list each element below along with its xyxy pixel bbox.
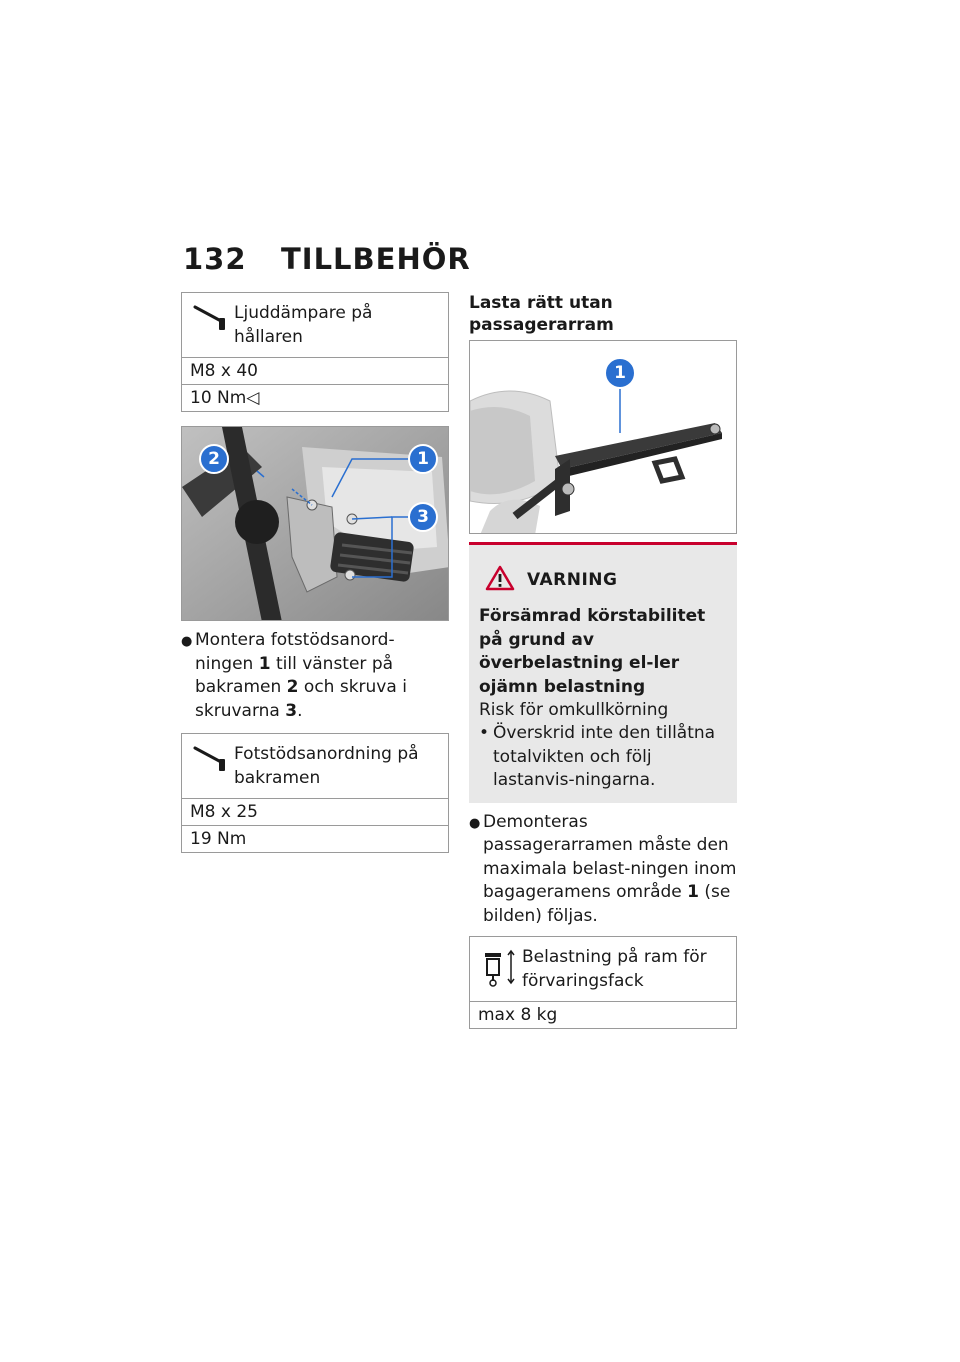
instruction-bullet: ● Montera fotstödsanord-ningen 1 till vänster på bakramen 2 och skruva i skruvarna 3. bbox=[181, 629, 449, 723]
spec-title: Ljuddämpare på hållaren bbox=[234, 303, 373, 347]
bullet-dot: ● bbox=[469, 815, 481, 831]
callout-2: 2 bbox=[199, 444, 229, 474]
bullet-dot: ● bbox=[181, 634, 193, 649]
spec-row: M8 x 40 bbox=[182, 358, 448, 385]
torque-spec-muffler bbox=[181, 292, 449, 412]
chapter-title: TILLBEHÖR bbox=[281, 242, 471, 276]
callout-1: 1 bbox=[408, 444, 438, 474]
spec-row: 10 Nm◁ bbox=[190, 388, 260, 408]
spec-title: Fotstödsanordning på bakramen bbox=[234, 744, 419, 788]
spec-row: M8 x 25 bbox=[182, 799, 448, 826]
warning-title: Försämrad körstabilitet på grund av överbelastning el-ler ojämn belastning bbox=[479, 606, 706, 697]
footrest-mount-illustration bbox=[181, 426, 449, 621]
warning-box bbox=[469, 542, 737, 803]
page-header bbox=[183, 242, 743, 282]
section-title: Lasta rätt utan passagerarram bbox=[469, 293, 614, 335]
page-number: 132 bbox=[183, 242, 247, 276]
torque-spec-footrest bbox=[181, 733, 449, 853]
wrench-icon bbox=[188, 299, 234, 349]
warning-label: VARNING bbox=[527, 570, 618, 590]
spec-row: max 8 kg bbox=[478, 1005, 558, 1025]
spec-row: 19 Nm bbox=[190, 829, 247, 849]
spec-title: Belastning på ram för förvaringsfack bbox=[522, 947, 707, 991]
wrench-icon bbox=[188, 740, 234, 790]
load-weight-icon bbox=[476, 943, 522, 993]
warning-triangle-icon bbox=[485, 565, 515, 595]
warning-text: Risk för omkullkörning bbox=[479, 700, 669, 720]
bullet-dot: • bbox=[479, 723, 490, 743]
left-column bbox=[181, 292, 449, 853]
luggage-rack-illustration bbox=[469, 340, 737, 534]
load-spec bbox=[469, 936, 737, 1029]
warning-bullet: • Överskrid inte den tillåtna totalvikten och följ lastanvis-ningarna. bbox=[479, 722, 727, 793]
callout-3: 3 bbox=[408, 502, 438, 532]
callout-1: 1 bbox=[604, 357, 636, 389]
right-column bbox=[469, 292, 737, 1029]
instruction-bullet: ● Demonteras passagerarramen måste den maximala belast-ningen inom bagageramens område 1 (se bilden) följas. bbox=[469, 811, 737, 929]
